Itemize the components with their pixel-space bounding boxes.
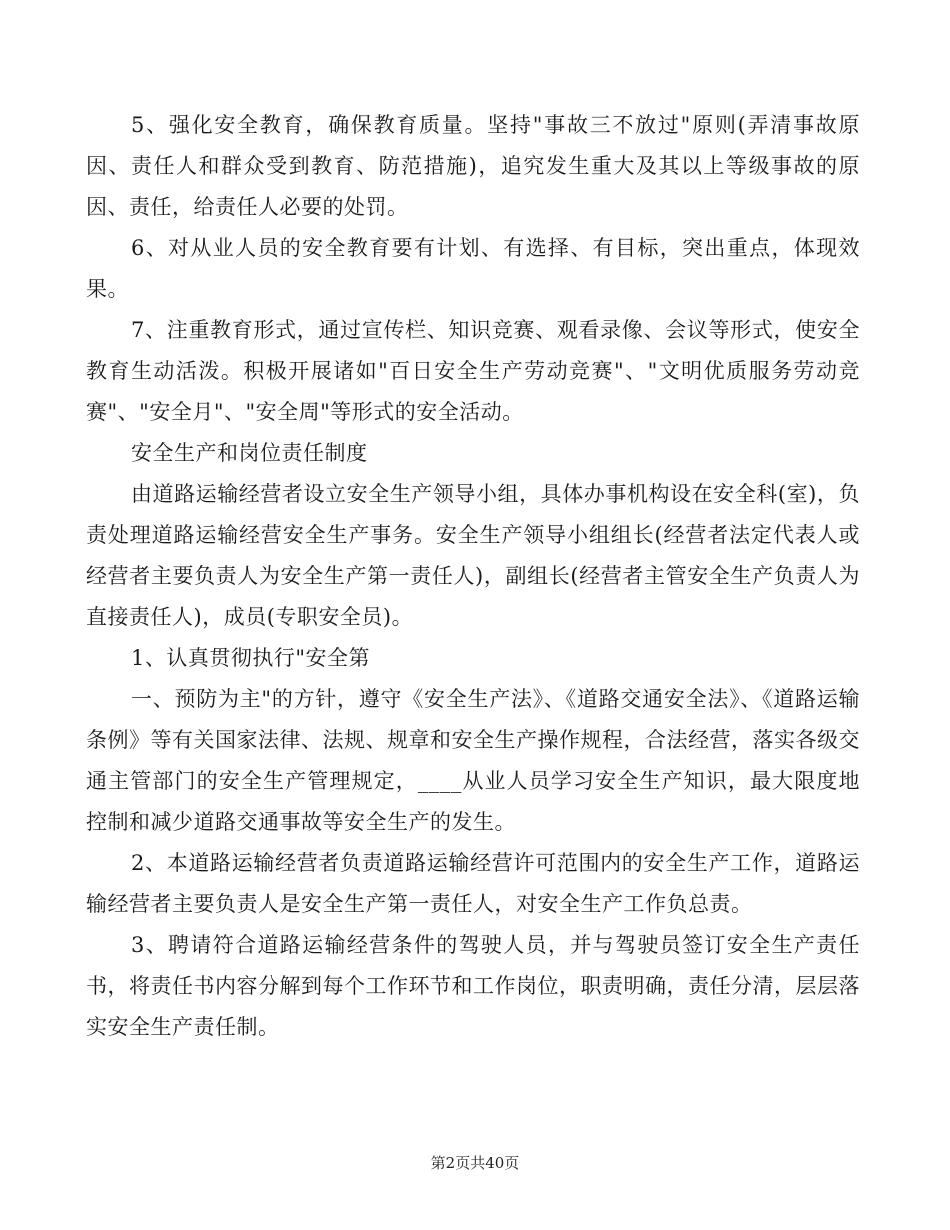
paragraph-item-5: 5、强化安全教育，确保教育质量。坚持"事故三不放过"原则(弄清事故原因、责任人和群众受到教育、防范措施)，追究发生重大及其以上等级事故的原因、责任，给责任人必要的处罚。 (86, 113, 860, 219)
paragraph-rule-3: 3、聘请符合道路运输经营条件的驾驶人员，并与驾驶员签订安全生产责任书，将责任书内容分解到每个工作环节和工作岗位，职责明确，责任分清，层层落实安全生产责任制。 (86, 933, 860, 1039)
paragraph-rule-2: 2、本道路运输经营者负责道路运输经营许可范围内的安全生产工作，道路运输经营者主要负责人是安全生产第一责任人，对安全生产工作负总责。 (86, 851, 860, 916)
page-number-footer: 第2页共40页 (430, 1154, 520, 1172)
paragraph-item-7: 7、注重教育形式，通过宣传栏、知识竞赛、观看录像、会议等形式，使安全教育生动活泼。积极开展诸如"百日安全生产劳动竞赛"、"文明优质服务劳动竞赛"、"安全月"、"安全周"等形式的安全活动。 (86, 318, 860, 424)
document-body (86, 105, 860, 1048)
paragraph-org-structure: 由道路运输经营者设立安全生产领导小组，具体办事机构设在安全科(室)，负责处理道路运输经营安全生产事务。安全生产领导小组组长(经营者法定代表人或经营者主要负责人为安全生产第一责任人)，副组长(经营者主管安全生产负责人为直接责任人)，成员(专职安全员)。 (86, 482, 860, 629)
paragraph-rule-1-body: 一、预防为主"的方针，遵守《安全生产法》、《道路交通安全法》、《道路运输条例》等有关国家法律、法规、规章和安全生产操作规程，合法经营，落实各级交通主管部门的安全生产管理规定，____从业人员学习安全生产知识，最大限度地控制和减少道路交通事故等安全生产的发生。 (86, 687, 860, 834)
paragraph-rule-1-heading: 1、认真贯彻执行"安全第 (131, 646, 371, 670)
section-heading: 安全生产和岗位责任制度 (131, 441, 368, 465)
paragraph-item-6: 6、对从业人员的安全教育要有计划、有选择、有目标，突出重点，体现效果。 (86, 236, 860, 301)
